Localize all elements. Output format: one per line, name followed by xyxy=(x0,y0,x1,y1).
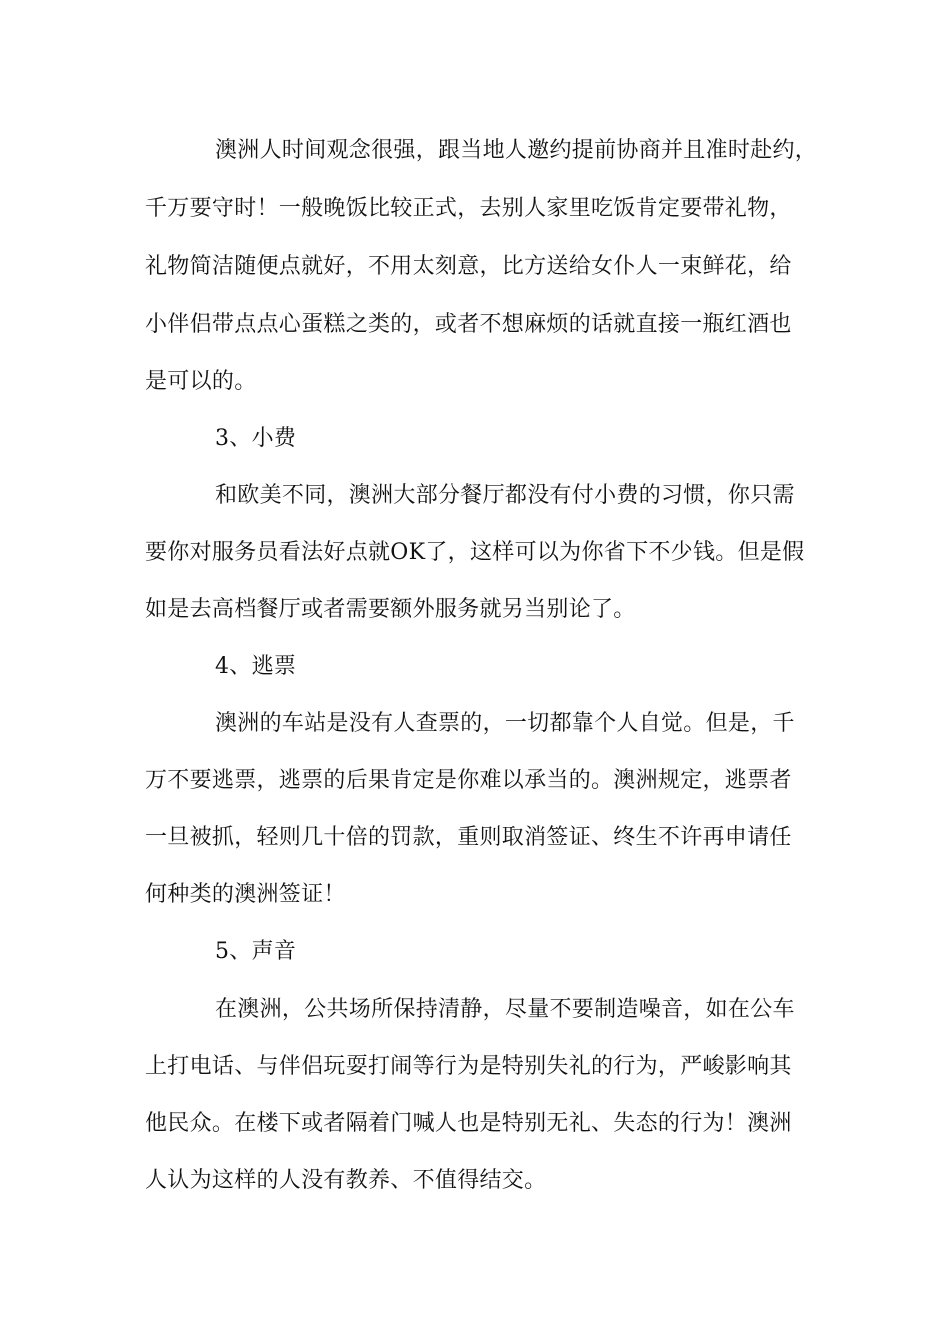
paragraph-line: 万不要逃票，逃票的后果肯定是你难以承当的。澳洲规定，逃票者 xyxy=(145,768,792,793)
paragraph-line: 在澳洲，公共场所保持清静，尽量不要制造噪音，如在公车 xyxy=(215,997,795,1022)
paragraph-line: 上打电话、与伴侣玩耍打闹等行为是特别失礼的行为，严峻影响其 xyxy=(145,1054,792,1079)
paragraph-line: 要你对服务员看法好点就OK了，这样可以为你省下不少钱。但是假 xyxy=(145,540,805,565)
paragraph-line: 何种类的澳洲签证！ xyxy=(145,882,346,907)
paragraph-line: 和欧美不同，澳洲大部分餐厅都没有付小费的习惯，你只需 xyxy=(215,483,795,508)
paragraph-line: 人认为这样的人没有教养、不值得结交。 xyxy=(145,1168,547,1193)
paragraph-line: 千万要守时！一般晚饭比较正式，去别人家里吃饭肯定要带礼物， xyxy=(145,196,792,221)
paragraph-line: 澳洲人时间观念很强，跟当地人邀约提前协商并且准时赴约， xyxy=(215,138,818,163)
section-heading: 4、逃票 xyxy=(215,654,297,679)
section-heading: 3、小费 xyxy=(215,426,297,451)
paragraph-line: 澳洲的车站是没有人查票的，一切都靠个人自觉。但是，千 xyxy=(215,711,795,736)
paragraph-line: 小伴侣带点点心蛋糕之类的，或者不想麻烦的话就直接一瓶红酒也 xyxy=(145,312,792,337)
paragraph-line: 是可以的。 xyxy=(145,369,257,394)
paragraph-line: 礼物简洁随便点就好，不用太刻意，比方送给女仆人一束鲜花，给 xyxy=(145,254,792,279)
paragraph-line: 一旦被抓，轻则几十倍的罚款，重则取消签证、终生不许再申请任 xyxy=(145,825,792,850)
paragraph-line: 他民众。在楼下或者隔着门喊人也是特别无礼、失态的行为！澳洲 xyxy=(145,1111,792,1136)
paragraph-line: 如是去高档餐厅或者需要额外服务就另当别论了。 xyxy=(145,597,636,622)
section-heading: 5、声音 xyxy=(215,939,297,964)
